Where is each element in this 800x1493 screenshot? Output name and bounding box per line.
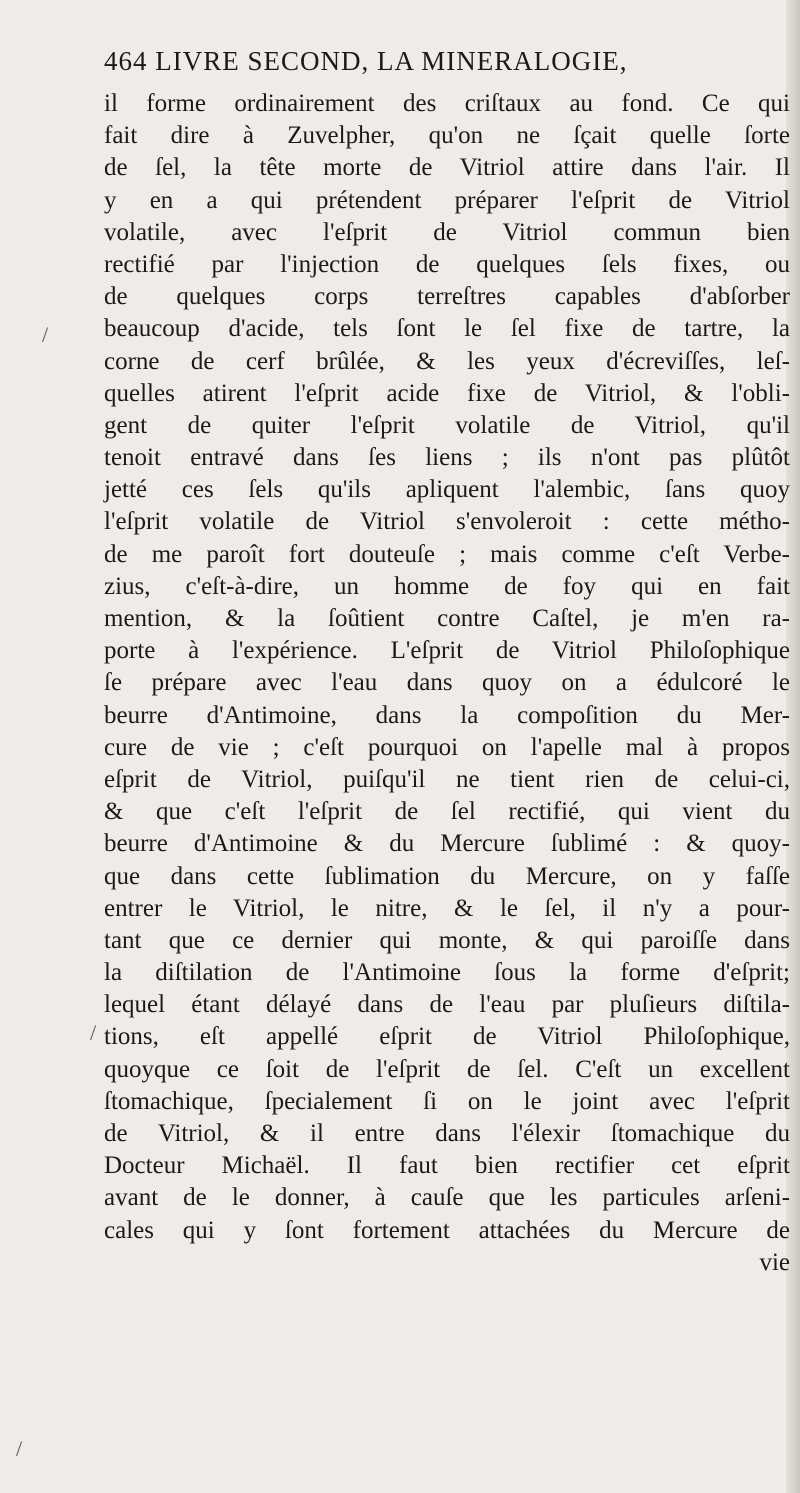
text-line: beurre d'Antimoine, dans la compoſition du Mer- bbox=[104, 701, 790, 729]
margin-stroke-mark: / bbox=[90, 1020, 97, 1045]
text-line: tenoit entravé dans ſes liens ; ils n'ont pas plûtôt bbox=[104, 444, 790, 472]
text-line: & que c'eſt l'eſprit de ſel rectifié, qui vient du bbox=[104, 798, 790, 826]
catchword: vie bbox=[759, 1248, 790, 1276]
margin-stroke-mark: / bbox=[16, 1436, 23, 1461]
text-line: la diſtilation de l'Antimoine ſous la forme d'eſprit; bbox=[104, 959, 790, 987]
text-line: zius, c'eſt-à-dire, un homme de foy qui en fait bbox=[104, 572, 790, 600]
text-line: quoyque ce ſoit de l'eſprit de ſel. C'eſt un excellent bbox=[104, 1055, 790, 1083]
text-line: avant de le donner, à cauſe que les particules arſeni- bbox=[104, 1184, 790, 1212]
text-line: de quelques corps terreſtres capables d'abſorber bbox=[104, 283, 790, 311]
text-line: que dans cette ſublimation du Mercure, on y faſſe bbox=[104, 862, 790, 890]
text-line: jetté ces ſels qu'ils apliquent l'alembic, ſans quoy bbox=[104, 476, 790, 504]
text-line: volatile, avec l'eſprit de Vitriol commun bien bbox=[104, 218, 790, 246]
text-line: y en a qui prétendent préparer l'eſprit de Vitriol bbox=[104, 186, 790, 214]
text-line: corne de cerf brûlée, & les yeux d'écreviſſes, leſ- bbox=[104, 347, 790, 375]
text-line: tions, eſt appellé eſprit de Vitriol Philoſophique, bbox=[104, 1023, 790, 1051]
text-line: Docteur Michaël. Il faut bien rectifier cet eſprit bbox=[104, 1152, 790, 1180]
text-line: cales qui y ſont fortement attachées du Mercure de bbox=[104, 1216, 790, 1244]
text-line: il forme ordinairement des criſtaux au fond. Ce qui bbox=[104, 90, 790, 117]
text-line: beurre d'Antimoine & du Mercure ſublimé : & quoy- bbox=[104, 830, 790, 858]
text-line: eſprit de Vitriol, puiſqu'il ne tient rien de celui-ci, bbox=[104, 765, 790, 793]
text-line: rectifié par l'injection de quelques ſels fixes, ou bbox=[104, 250, 790, 278]
text-line: beaucoup d'acide, tels ſont le ſel fixe de tartre, la bbox=[104, 315, 790, 343]
text-line: de ſel, la tête morte de Vitriol attire dans l'air. Il bbox=[104, 154, 790, 182]
text-line: fait dire à Zuvelpher, qu'on ne ſçait quelle ſorte bbox=[104, 122, 790, 150]
text-line: ſtomachique, ſpecialement ſi on le joint avec l'eſprit bbox=[104, 1087, 790, 1115]
text-line: de Vitriol, & il entre dans l'élexir ſtomachique du bbox=[104, 1120, 790, 1147]
text-line: l'eſprit volatile de Vitriol s'envoleroit : cette métho- bbox=[104, 508, 790, 536]
page-header: 464 LIVRE SECOND, LA MINERALOGIE, bbox=[104, 46, 628, 76]
text-line: gent de quiter l'eſprit volatile de Vitriol, qu'il bbox=[104, 411, 790, 439]
text-line: quelles atirent l'eſprit acide fixe de Vitriol, & l'obli- bbox=[104, 379, 790, 407]
text-line: mention, & la ſoûtient contre Caſtel, je m'en ra- bbox=[104, 605, 790, 632]
body-text bbox=[104, 88, 790, 1279]
text-line: lequel étant délayé dans de l'eau par pluſieurs diſtila- bbox=[104, 991, 790, 1019]
text-line: ſe prépare avec l'eau dans quoy on a édulcoré le bbox=[104, 669, 790, 697]
text-line: cure de vie ; c'eſt pourquoi on l'apelle mal à propos bbox=[104, 733, 790, 761]
text-line: entrer le Vitriol, le nitre, & le ſel, il n'y a pour- bbox=[104, 894, 790, 922]
text-line: tant que ce dernier qui monte, & qui paroiſſe dans bbox=[104, 926, 790, 954]
margin-stroke-mark: / bbox=[42, 322, 49, 347]
text-line: porte à l'expérience. L'eſprit de Vitriol Philoſophique bbox=[104, 637, 790, 665]
text-line: de me paroît fort douteuſe ; mais comme c'eſt Verbe- bbox=[104, 540, 790, 568]
